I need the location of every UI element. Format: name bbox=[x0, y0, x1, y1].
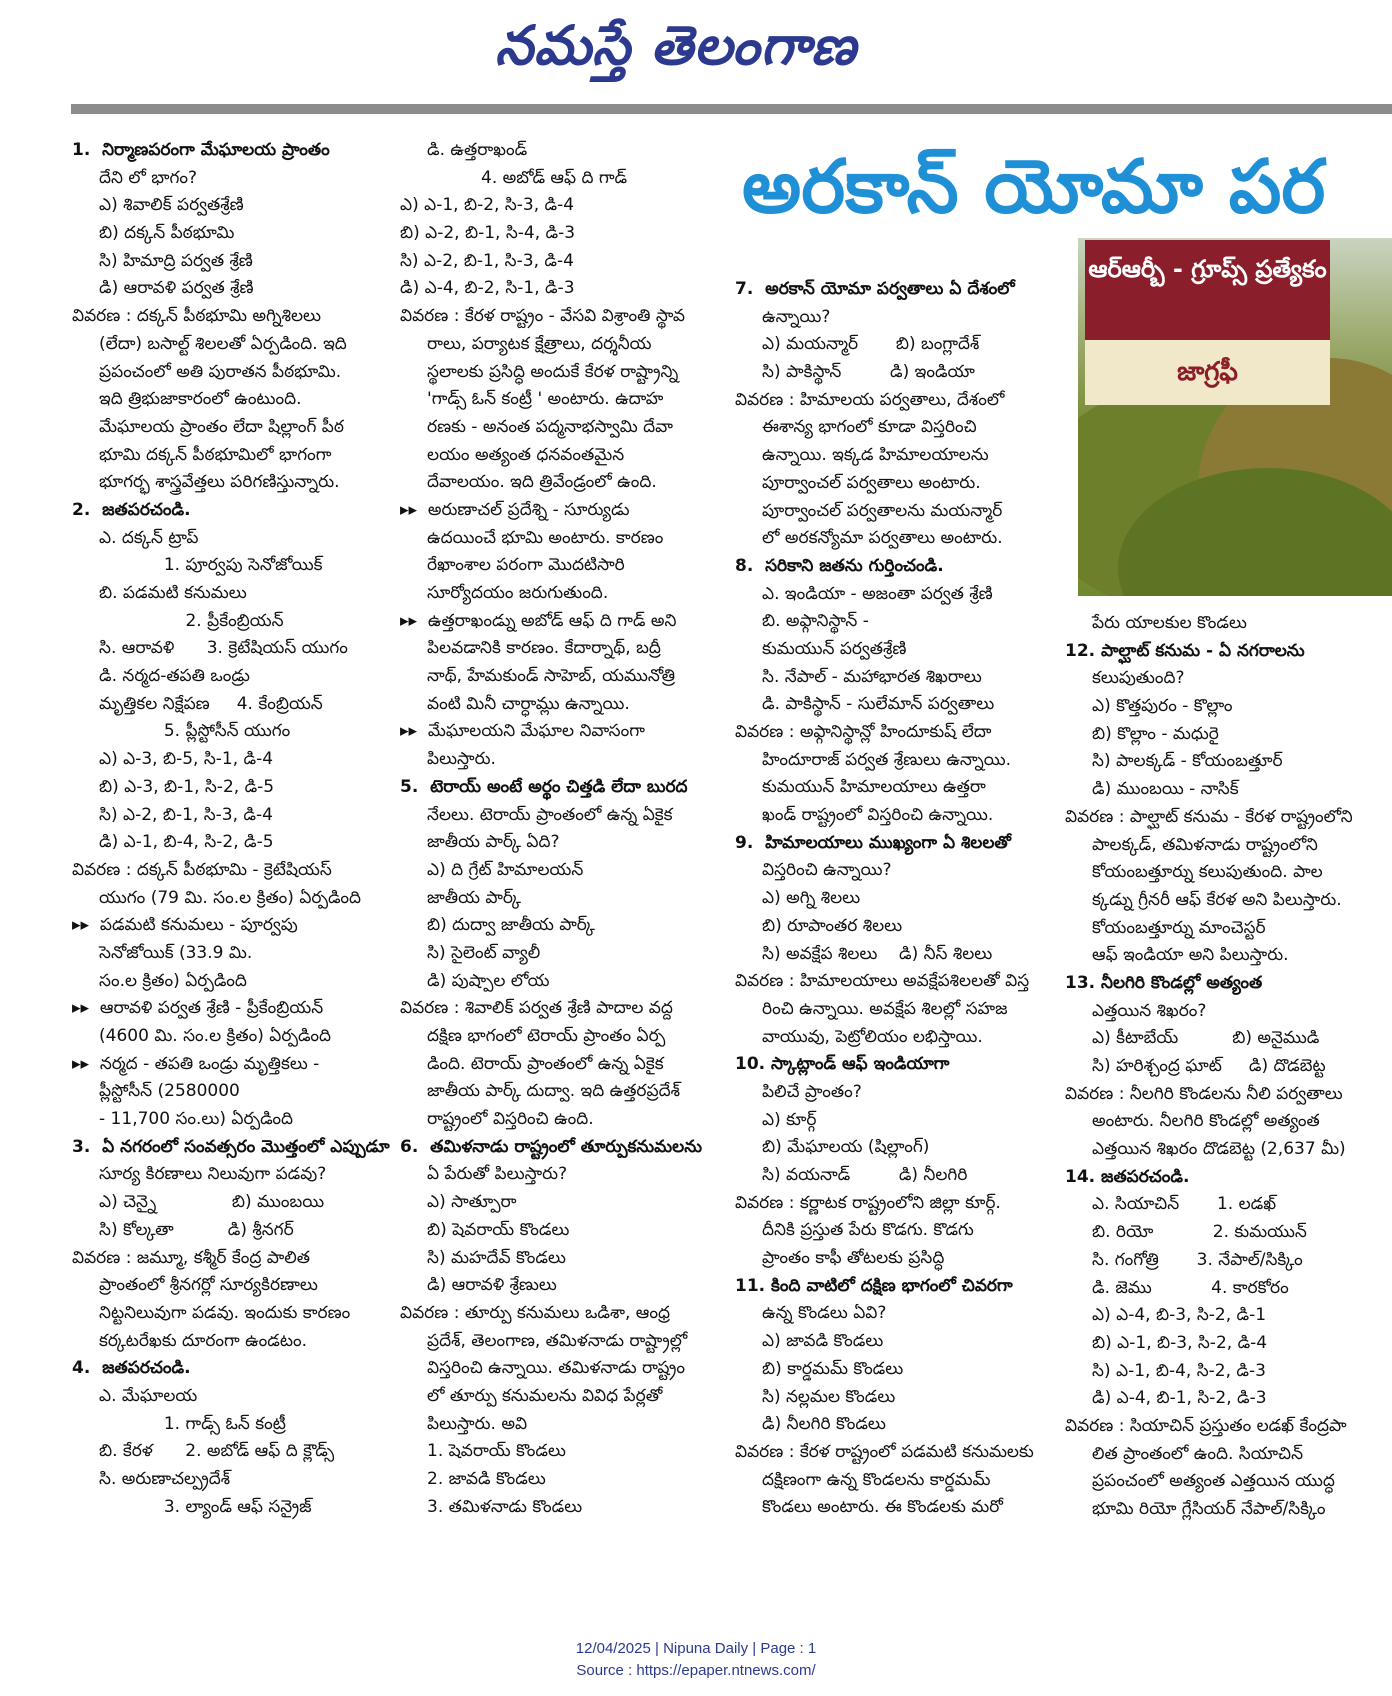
text-line: డి. నర్మద-తపతి ఒండ్రు bbox=[72, 666, 250, 687]
text-line: మృత్తికల నిక్షేపణ 4. కేంబ్రియన్ bbox=[72, 693, 323, 714]
text-line: డి. పాకిస్థాన్ - సులేమాన్ పర్వతాలు bbox=[735, 694, 995, 715]
header-rule bbox=[71, 104, 1392, 114]
text-line: పాలక్కడ్, తమిళనాడు రాష్ట్రంలోని bbox=[1065, 834, 1318, 855]
text-line: ▸▸ అరుణాచల్ ప్రదేశ్ని - సూర్యుడు bbox=[400, 499, 630, 520]
text-line: డి) పుష్పాల లోయ bbox=[400, 970, 550, 991]
text-line: 7. అరకాన్ యోమా పర్వతాలు ఏ దేశంలో bbox=[735, 279, 1015, 299]
text-line: కుమయున్ హిమాలయాలు ఉత్తరా bbox=[735, 777, 986, 798]
text-line: సి) వయనాడ్ డి) నీలగిరి bbox=[735, 1165, 968, 1185]
text-line: దక్షిణ భాగంలో టెరాయ్ ప్రాంతం ఏర్ప bbox=[400, 1026, 666, 1046]
text-line: లిత ప్రాంతంలో ఉంది. సియాచిన్ bbox=[1065, 1443, 1304, 1464]
text-line: 1. షెవరాయ్ కొండలు bbox=[400, 1441, 566, 1462]
text-line: పూర్వాంచల్ పర్వతాలు అంటారు. bbox=[735, 472, 981, 493]
text-line: కొండలు అంటారు. ఈ కొండలకు మరో bbox=[735, 1497, 1003, 1518]
text-line: లో అరకన్యోమా పర్వతాలు అంటారు. bbox=[735, 528, 1003, 549]
text-line: జాతీయ పార్క్ ఏది? bbox=[400, 832, 560, 853]
badge-top-label: ఆర్ఆర్బీ - గ్రూప్స్ ప్రత్యేకం bbox=[1085, 240, 1330, 340]
text-line: వివరణ : దక్కన్ పీఠభూమి - క్రెటేషియస్ bbox=[72, 859, 332, 880]
text-line: ఎ) చెన్నై బి) ముంబయి bbox=[72, 1192, 325, 1213]
text-line: భూగర్భ శాస్త్రవేత్తలు పరిగణిస్తున్నారు. bbox=[72, 472, 340, 493]
text-line: ఎ. మేఘాలయ bbox=[72, 1385, 198, 1406]
text-line: 14. జతపరచండి. bbox=[1065, 1166, 1190, 1187]
text-line: ఈశాన్య భాగంలో కూడా విస్తరించి bbox=[735, 417, 977, 438]
text-line: సి. ఆరావళి 3. క్రెటేషియస్ యుగం bbox=[72, 638, 348, 659]
text-line: వాయువు, పెట్రోలియం లభిస్తాయి. bbox=[735, 1026, 983, 1047]
text-line: కోయంబత్తూర్ను కలుపుతుంది. పాల bbox=[1065, 862, 1323, 883]
text-line: బి) దుద్వా జాతీయ పార్క్ bbox=[400, 915, 595, 936]
text-line: డి) ఎ-4, బి-1, సి-2, డి-3 bbox=[1065, 1388, 1267, 1409]
text-line: ▸▸ మేఘాలయని మేఘాల నివాసంగా bbox=[400, 721, 645, 742]
text-line: విస్తరించి ఉన్నాయి? bbox=[735, 860, 892, 881]
text-line: ఎ) కొత్తపురం - కొల్లాం bbox=[1065, 696, 1233, 717]
text-line: నేలలు. టెరాయ్ ప్రాంతంలో ఉన్న ఏకైక bbox=[400, 804, 673, 825]
text-line: ఎత్తయిన శిఖరం? bbox=[1065, 1000, 1207, 1021]
text-line: వివరణ : పాల్ఘాట్ కనుమ - కేరళ రాష్ట్రంలోని bbox=[1065, 806, 1353, 827]
text-line: ఎ. దక్కన్ ట్రాప్ bbox=[72, 527, 199, 548]
text-line: ఎ) మయన్మార్ బి) బంగ్లాదేశ్ bbox=[735, 334, 980, 355]
text-line: సి) ఎ-2, బి-1, సి-3, డి-4 bbox=[72, 804, 273, 825]
text-line: ప్రదేశ్, తెలంగాణ, తమిళనాడు రాష్ట్రాల్లో bbox=[400, 1330, 688, 1351]
text-line: ఎత్తయిన శిఖరం దొడబెట్ట (2,637 మీ) bbox=[1065, 1139, 1346, 1160]
text-line: ప్రపంచంలో అత్యంత ఎత్తయిన యుద్ధ bbox=[1065, 1471, 1335, 1492]
text-line: వివరణ : నీలగిరి కొండలను నీలి పర్వతాలు bbox=[1065, 1083, 1343, 1104]
text-line: జాతీయ పార్క్ bbox=[400, 887, 521, 908]
text-line: 2. జావడి కొండలు bbox=[400, 1469, 546, 1489]
column-1 bbox=[72, 137, 412, 1521]
text-line: వివరణ : శివాలిక్ పర్వత శ్రేణి పాదాల వద్ద bbox=[400, 998, 673, 1019]
text-line: పేరు యాలకుల కొండలు bbox=[1065, 613, 1247, 633]
text-line: భూమి రియో గ్లేసియర్ నేపాల్/సిక్కిం bbox=[1065, 1499, 1326, 1519]
text-line: ▸▸ ఆరావళి పర్వత శ్రేణి - ప్రీకేంబ్రియన్ bbox=[72, 998, 324, 1019]
text-line: డింది. టెరాయ్ ప్రాంతంలో ఉన్న ఏకైక bbox=[400, 1053, 664, 1074]
text-line: సి) హరిశ్చంద్ర ఘాట్ డి) దొడబెట్ట bbox=[1065, 1056, 1326, 1076]
text-line: పిలిచే ప్రాంతం? bbox=[735, 1081, 862, 1102]
section-badge bbox=[1085, 240, 1330, 405]
text-line: వివరణ : సియాచిన్ ప్రస్తుతం లడఖ్ కేంద్రపా bbox=[1065, 1415, 1347, 1436]
text-line: ప్రాంతం కాఫీ తోటలకు ప్రసిద్ధి bbox=[735, 1248, 945, 1269]
text-line: (లేదా) బసాల్ట్ శిలలతో ఏర్పడింది. ఇది bbox=[72, 333, 347, 354]
text-line: ఉన్న కొండలు ఏవి? bbox=[735, 1303, 887, 1324]
text-line: వివరణ : కేరళ రాష్ట్రంలో పడమటి కనుమలకు bbox=[735, 1441, 1034, 1462]
text-line: కలుపుతుంది? bbox=[1065, 668, 1185, 689]
text-line: విస్తరించి ఉన్నాయి. తమిళనాడు రాష్ట్రం bbox=[400, 1358, 686, 1379]
text-line: - 11,700 సం.లు) ఏర్పడింది bbox=[72, 1109, 294, 1130]
text-line: బి) దక్కన్ పీఠభూమి bbox=[72, 223, 235, 244]
text-line: సి) హిమాద్రి పర్వత శ్రేణి bbox=[72, 250, 253, 271]
text-line: ప్రపంచంలో అతి పురాతన పీఠభూమి. bbox=[72, 361, 342, 382]
text-line: 12. పాల్ఘాట్ కనుమ - ఏ నగరాలను bbox=[1065, 640, 1305, 661]
text-line: 13. నీలగిరి కొండల్లో అత్యంత bbox=[1065, 972, 1263, 993]
text-line: లయం అత్యంత ధనవంతమైన bbox=[400, 444, 625, 465]
text-line: ▸▸ పడమటి కనుమలు - పూర్వపు bbox=[72, 915, 298, 936]
text-line: 3. ల్యాండ్ ఆఫ్ సన్రైజ్ bbox=[72, 1496, 312, 1517]
text-line: ప్రాంతంలో శ్రీనగర్లో సూర్యకిరణాలు bbox=[72, 1275, 318, 1296]
article-headline: అరకాన్ యోమా పర bbox=[742, 144, 1326, 230]
text-line: డి. ఉత్తరాఖండ్ bbox=[400, 140, 528, 160]
text-line: 9. హిమాలయాలు ముఖ్యంగా ఏ శిలలతో bbox=[735, 832, 1012, 853]
text-line: దేవాలయం. ఇది త్రివేండ్రంలో ఉంది. bbox=[400, 472, 657, 493]
text-line: ఎ) ది గ్రేట్ హిమాలయన్ bbox=[400, 859, 584, 880]
text-line: బి) కార్డమమ్ కొండలు bbox=[735, 1358, 904, 1379]
text-line: 3. ఏ నగరంలో సంవత్సరం మొత్తంలో ఎప్పుడూ bbox=[72, 1136, 390, 1157]
text-line: ఎ) కూర్గ్ bbox=[735, 1109, 817, 1130]
text-line: వివరణ : కేరళ రాష్ట్రం - వేసవి విశ్రాంతి స్థావ bbox=[400, 306, 685, 327]
text-line: అంటారు. నీలగిరి కొండల్లో అత్యంత bbox=[1065, 1111, 1320, 1132]
text-line: ▸▸ నర్మద - తపతి ఒండ్రు మృత్తికలు - bbox=[72, 1053, 320, 1074]
text-line: జాతీయ పార్క్ దుద్వా. ఇది ఉత్తరప్రదేశ్ bbox=[400, 1081, 680, 1102]
text-line: సి) ఎ-2, బి-1, సి-3, డి-4 bbox=[400, 250, 574, 271]
text-line: భూమి దక్కన్ పీఠభూమిలో భాగంగా bbox=[72, 444, 332, 465]
text-line: బి. కేరళ 2. అబోడ్ ఆఫ్ ది క్లౌడ్స్ bbox=[72, 1441, 335, 1462]
text-line: బి) షెవరాయ్ కొండలు bbox=[400, 1219, 570, 1240]
text-line: ఎ) ఎ-4, బి-3, సి-2, డి-1 bbox=[1065, 1305, 1267, 1326]
text-line: ఎ) శివాలిక్ పర్వతశ్రేణి bbox=[72, 195, 244, 216]
text-line: సూర్య కిరణాలు నిలువుగా పడవు? bbox=[72, 1164, 327, 1185]
text-line: బి) ఎ-1, బి-3, సి-2, డి-4 bbox=[1065, 1332, 1268, 1353]
text-line: పూర్వాంచల్ పర్వతాలను మయన్మార్ bbox=[735, 500, 1003, 521]
text-line: 8. సరికాని జతను గుర్తించండి. bbox=[735, 555, 944, 576]
text-line: డి) నీలగిరి కొండలు bbox=[735, 1414, 886, 1435]
text-line: లో తూర్పు కనుమలను వివిధ పేర్లతో bbox=[400, 1385, 663, 1406]
text-line: సి. గంగోత్రి 3. నేపాల్/సిక్కిం bbox=[1065, 1249, 1303, 1270]
text-line: 'గాడ్స్ ఓన్ కంట్రీ ' అంటారు. ఉదాహ bbox=[400, 389, 664, 410]
text-line: స్థలాలకు ప్రసిద్ధి అందుకే కేరళ రాష్ట్రాన్ని bbox=[400, 361, 679, 382]
text-line: ఖండ్ రాష్ట్రంలో విస్తరించి ఉన్నాయి. bbox=[735, 805, 994, 826]
text-line: రాలు, పర్యాటక క్షేత్రాలు, దర్శనీయ bbox=[400, 333, 652, 354]
text-line: ఎ) ఎ-1, బి-2, సి-3, డి-4 bbox=[400, 195, 575, 216]
text-line: బి) కొల్లాం - మధురై bbox=[1065, 723, 1219, 744]
text-line: ఎ. ఇండియా - అజంతా పర్వత శ్రేణి bbox=[735, 583, 993, 604]
text-line: సి) పాకిస్థాన్ డి) ఇండియా bbox=[735, 362, 975, 383]
text-line: రేఖాంశాల పరంగా మొదటిసారి bbox=[400, 555, 625, 576]
footer-source-line: Source : https://epaper.ntnews.com/ bbox=[576, 1662, 816, 1679]
text-line: 4. జతపరచండి. bbox=[72, 1358, 191, 1379]
text-line: వివరణ : జమ్మూ, కశ్మీర్ కేంద్ర పాలిత bbox=[72, 1247, 310, 1268]
text-line: సి) సైలెంట్ వ్యాలీ bbox=[400, 942, 541, 963]
text-line: సి) పాలక్కడ్ - కోయంబత్తూర్ bbox=[1065, 751, 1283, 772]
text-line: 4. అబోడ్ ఆఫ్ ది గాడ్ bbox=[400, 167, 628, 188]
text-line: సి. అరుణాచల్ప్రదేశ్ bbox=[72, 1469, 231, 1489]
text-line: ▸▸ ఉత్తరాఖండ్ను అబోడ్ ఆఫ్ ది గాడ్ అని bbox=[400, 610, 677, 631]
text-line: ఎ) ఎ-3, బి-5, సి-1, డి-4 bbox=[72, 749, 274, 770]
text-line: బి. అఫ్గానిస్థాన్ - bbox=[735, 611, 869, 632]
text-line: వంటి మినీ చార్ధామ్లు ఉన్నాయి. bbox=[400, 693, 630, 714]
text-line: ఆఫ్ ఇండియా అని పిలుస్తారు. bbox=[1065, 945, 1289, 966]
text-line: హిందూరాజ్ పర్వత శ్రేణులు ఉన్నాయి. bbox=[735, 749, 1012, 770]
text-line: రించి ఉన్నాయి. అవక్షేప శిలల్లో సహజ bbox=[735, 998, 1008, 1019]
text-line: రాష్ట్రంలో విస్తరించి ఉంది. bbox=[400, 1109, 594, 1130]
text-line: యుగం (79 మి. సం.ల క్రితం) ఏర్పడింది bbox=[72, 887, 362, 908]
text-line: ప్లీస్టోసీన్ (2580000 bbox=[72, 1081, 240, 1102]
text-line: 1. గాడ్స్ ఓన్ కంట్రీ bbox=[72, 1413, 286, 1434]
text-line: ఎ) కీటాబేయ్ బి) అనైముడి bbox=[1065, 1028, 1320, 1049]
text-line: సి. నేపాల్ - మహాభారత శిఖరాలు bbox=[735, 666, 982, 687]
text-line: 6. తమిళనాడు రాష్ట్రంలో తూర్పుకనుమలను bbox=[400, 1136, 703, 1157]
text-line: సెనోజోయిక్ (33.9 మి. bbox=[72, 942, 253, 963]
text-line: దక్షిణంగా ఉన్న కొండలను కార్డమమ్ bbox=[735, 1469, 991, 1490]
text-line: వివరణ : అఫ్గానిస్థాన్లో హిందూకుష్ లేదా bbox=[735, 722, 992, 742]
text-line: సి) మహదేవ్ కొండలు bbox=[400, 1247, 566, 1268]
text-line: ఏ పేరుతో పిలుస్తారు? bbox=[400, 1164, 568, 1185]
text-line: కుమయున్ పర్వతశ్రేణి bbox=[735, 638, 907, 659]
text-line: సి) అవక్షేప శిలలు డి) నీస్ శిలలు bbox=[735, 943, 993, 964]
text-line: వివరణ : హిమాలయాలు అవక్షేపశిలలతో విస్త bbox=[735, 971, 1030, 992]
footer-date-line: 12/04/2025 | Nipuna Daily | Page : 1 bbox=[575, 1640, 817, 1657]
text-line: బి. పడమటి కనుమలు bbox=[72, 583, 247, 603]
text-line: 5. టెరాయ్ అంటే అర్థం చిత్తడి లేదా బురద bbox=[400, 776, 688, 797]
text-line: 10. స్కాట్లాండ్ ఆఫ్ ఇండియాగా bbox=[735, 1054, 950, 1075]
text-line: 1. నిర్మాణపరంగా మేఘాలయ ప్రాంతం bbox=[72, 140, 330, 160]
text-line: 1. పూర్వపు సెనోజోయిక్ bbox=[72, 555, 323, 576]
text-line: డి) ఎ-1, బి-4, సి-2, డి-5 bbox=[72, 832, 274, 853]
text-line: సి) ఎ-1, బి-4, సి-2, డి-3 bbox=[1065, 1360, 1266, 1381]
text-line: బి) ఎ-3, బి-1, సి-2, డి-5 bbox=[72, 776, 275, 797]
text-line: నాథ్, హేమకుండ్ సాహెబ్, యమునోత్రి bbox=[400, 666, 676, 687]
text-line: వివరణ : తూర్పు కనుమలు ఒడిశా, ఆంధ్ర bbox=[400, 1302, 670, 1323]
text-line: ఇది త్రిభుజాకారంలో ఉంటుంది. bbox=[72, 389, 302, 410]
text-line: 11. కింది వాటిలో దక్షిణ భాగంలో చివరగా bbox=[735, 1275, 1013, 1296]
column-4 bbox=[1065, 610, 1392, 1524]
text-line: వివరణ : హిమాలయ పర్వతాలు, దేశంలో bbox=[735, 389, 1005, 410]
text-line: 5. ప్లీస్టోసీన్ యుగం bbox=[72, 721, 291, 742]
text-line: క్కడ్ను గ్రీనరీ ఆఫ్ కేరళ అని పిలుస్తారు. bbox=[1065, 889, 1342, 910]
column-3 bbox=[735, 276, 1050, 1522]
text-line: డి) ఆరావళి శ్రేణులు bbox=[400, 1275, 557, 1296]
text-line: పిలవడానికి కారణం. కేదార్నాథ్, బద్రీ bbox=[400, 638, 661, 659]
text-line: సి) కోల్కతా డి) శ్రీనగర్ bbox=[72, 1219, 294, 1240]
column-2 bbox=[400, 137, 720, 1521]
text-line: నిట్టనిలువుగా పడవు. ఇందుకు కారణం bbox=[72, 1302, 351, 1323]
text-line: సి) నల్లమల కొండలు bbox=[735, 1386, 896, 1407]
text-line: ఎ. సియాచిన్ 1. లడఖ్ bbox=[1065, 1194, 1277, 1215]
badge-bottom-label: జాగ్రఫీ bbox=[1177, 357, 1238, 387]
text-line: ఉన్నాయి. ఇక్కడ హిమాలయాలను bbox=[735, 445, 989, 466]
text-line: సూర్యోదయం జరుగుతుంది. bbox=[400, 583, 609, 603]
text-line: పిలుస్తారు. bbox=[400, 749, 496, 770]
text-line: బి) రూపాంతర శిలలు bbox=[735, 915, 903, 936]
text-line: బి. రియో 2. కుమయున్ bbox=[1065, 1222, 1307, 1243]
text-line: డి) ముంబయి - నాసిక్ bbox=[1065, 779, 1239, 800]
text-line: పిలుస్తారు. అవి bbox=[400, 1413, 528, 1434]
text-line: రణకు - అనంత పద్మనాభస్వామి దేవా bbox=[400, 416, 673, 437]
text-line: డి. జెము 4. కారకోరం bbox=[1065, 1277, 1289, 1298]
text-line: దేని లో భాగం? bbox=[72, 167, 198, 188]
text-line: కోయంబత్తూర్ను మాంచెస్టర్ bbox=[1065, 917, 1266, 938]
text-line: మేఘాలయ ప్రాంతం లేదా షిల్లాంగ్ పీఠ bbox=[72, 416, 344, 437]
text-line: ఉన్నాయి? bbox=[735, 306, 831, 327]
text-line: 2. ప్రీకేంబ్రియన్ bbox=[72, 610, 284, 631]
masthead-title: నమస్తే తెలంగాణ bbox=[495, 14, 857, 77]
text-line: బి) మేఘాలయ (షిల్లాంగ్) bbox=[735, 1137, 930, 1158]
text-line: బి) ఎ-2, బి-1, సి-4, డి-3 bbox=[400, 223, 576, 244]
text-line: ఎ) సాత్పూరా bbox=[400, 1192, 517, 1213]
text-line: వివరణ : దక్కన్ పీఠభూమి అగ్నిశిలలు bbox=[72, 306, 321, 327]
text-line: 3. తమిళనాడు కొండలు bbox=[400, 1496, 583, 1517]
text-line: వివరణ : కర్ణాటక రాష్ట్రంలోని జిల్లా కూర్గ్. bbox=[735, 1192, 1001, 1213]
text-line: డి) ఎ-4, బి-2, సి-1, డి-3 bbox=[400, 278, 575, 299]
text-line: 2. జతపరచండి. bbox=[72, 499, 191, 520]
text-line: డి) ఆరావళి పర్వత శ్రేణి bbox=[72, 278, 254, 299]
text-line: (4600 మి. సం.ల క్రితం) ఏర్పడింది bbox=[72, 1026, 331, 1046]
text-line: ఎ) జావడి కొండలు bbox=[735, 1331, 884, 1352]
text-line: ఎ) అగ్ని శిలలు bbox=[735, 888, 861, 909]
text-line: ఉదయించే భూమి అంటారు. కారణం bbox=[400, 527, 664, 548]
text-line: కర్కటరేఖకు దూరంగా ఉండటం. bbox=[72, 1330, 308, 1351]
text-line: సం.ల క్రితం) ఏర్పడింది bbox=[72, 970, 247, 991]
text-line: దీనికి ప్రస్తుత పేరు కొడగు. కొడగు bbox=[735, 1220, 974, 1241]
